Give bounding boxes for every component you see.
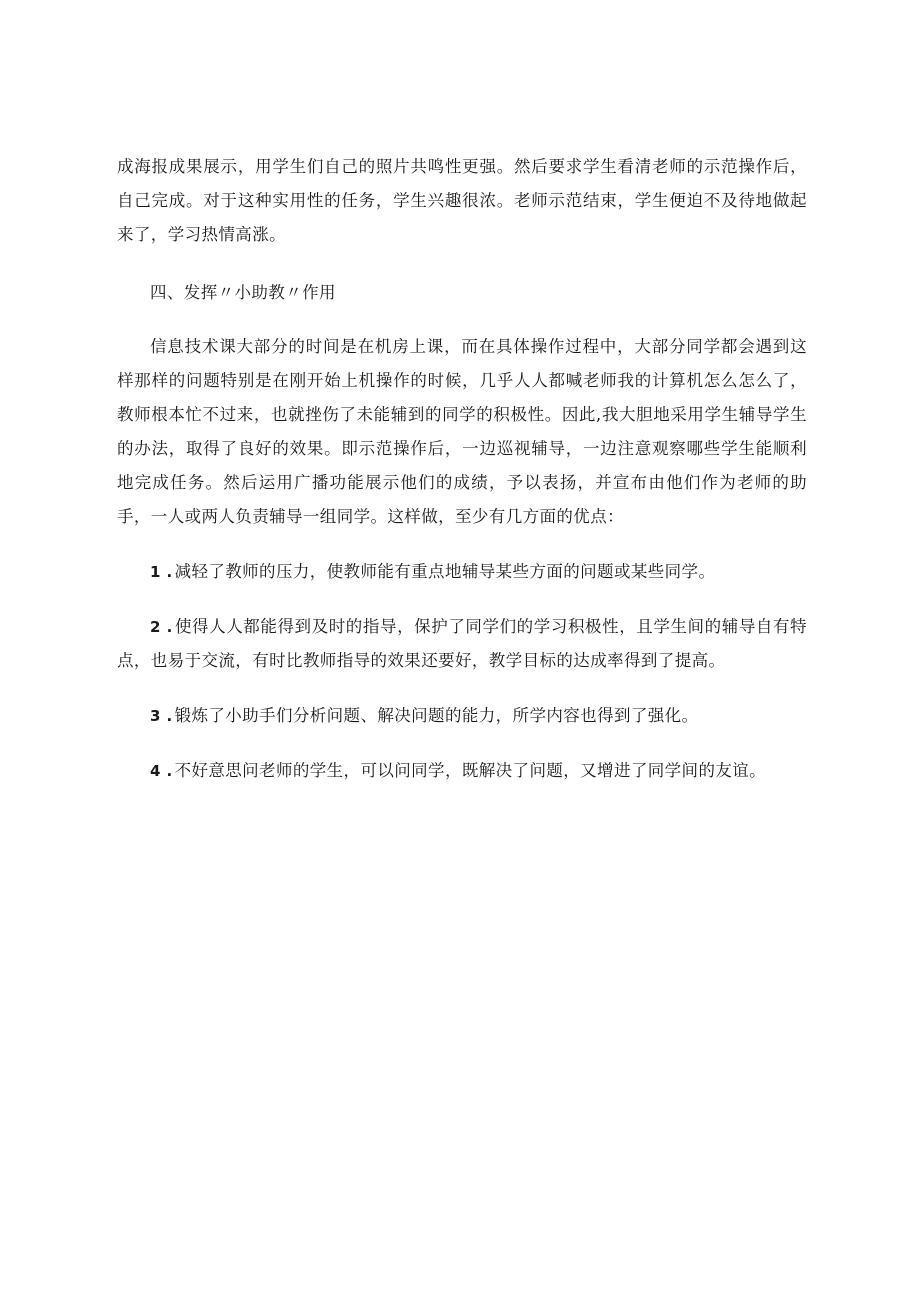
list-item <box>117 754 807 788</box>
list-item-text: 使得人人都能得到及时的指导，保护了同学们的学习积极性，且学生间的辅导自有特点，也易于交流，有时比教师指导的效果还要好，教学目标的达成率得到了提高。 <box>117 617 807 670</box>
list-item-text: 不好意思问老师的学生，可以问同学，既解决了问题，又增进了同学间的友谊。 <box>174 761 767 780</box>
body-paragraph: 信息技术课大部分的时间是在机房上课，而在具体操作过程中，大部分同学都会遇到这样那样的问题特别是在刚开始上机操作的时候，几乎人人都喊老师我的计算机怎么怎么了，教师根本忙不过来，也就挫伤了未能辅到的同学的积极性。因此,我大胆地采用学生辅导学生的办法，取得了良好的效果。即示范操作后，一边巡视辅导，一边注意观察哪些学生能顺利地完成任务。然后运用广播功能展示他们的成绩，予以表扬，并宣布由他们作为老师的助手，一人或两人负责辅导一组同学。这样做，至少有几方面的优点： <box>117 337 807 526</box>
list-item-text: 减轻了教师的压力，使教师能有重点地辅导某些方面的问题或某些同学。 <box>174 562 716 581</box>
list-item <box>117 555 807 589</box>
document-page <box>117 150 807 809</box>
list-item <box>117 699 807 733</box>
list-item <box>117 610 807 678</box>
list-item-number: 2 . <box>150 618 173 636</box>
body-block <box>117 330 807 534</box>
list-item-number: 4 . <box>150 762 173 780</box>
list-item-number: 1 . <box>150 563 173 581</box>
section-heading: 四、发挥〃小助教〃作用 <box>150 283 336 302</box>
list-item-text: 锻炼了小助手们分析问题、解决问题的能力，所学内容也得到了强化。 <box>174 706 699 725</box>
intro-paragraph: 成海报成果展示，用学生们自己的照片共鸣性更强。然后要求学生看清老师的示范操作后，自己完成。对于这种实用性的任务，学生兴趣很浓。老师示范结束，学生便迫不及待地做起来了，学习热情高涨。 <box>117 157 807 244</box>
list-item-number: 3 . <box>150 707 173 725</box>
